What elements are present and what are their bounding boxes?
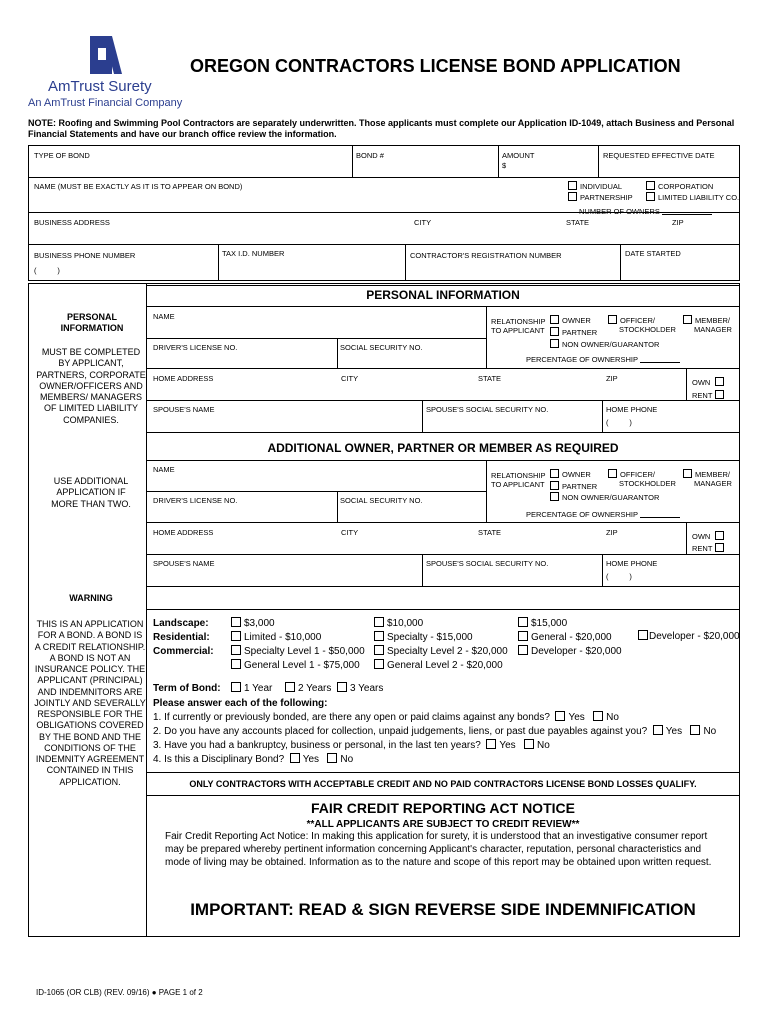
p1-state-label: STATE <box>478 374 502 383</box>
p2-rent-checkbox[interactable] <box>715 543 724 552</box>
question-3-text: 3. Have you had a bankruptcy, business or personal, in the last ten years? <box>153 740 481 751</box>
landscape-10000-checkbox[interactable] <box>374 617 384 627</box>
date-started-label: DATE STARTED <box>625 249 681 258</box>
p1-stockholder-label: STOCKHOLDER <box>619 325 676 334</box>
p1-member-option[interactable]: MEMBER/ <box>683 315 730 325</box>
p2-spouse-label: SPOUSE'S NAME <box>153 559 215 568</box>
p1-officer-checkbox[interactable] <box>608 315 617 324</box>
q4-no-checkbox[interactable] <box>327 753 337 763</box>
p2-spouse-ssn-label: SPOUSE'S SOCIAL SECURITY NO. <box>426 559 549 568</box>
question-2 <box>153 725 716 738</box>
question-4 <box>153 753 353 766</box>
p2-relationship-label: RELATIONSHIP <box>491 471 546 480</box>
p2-non-owner-checkbox[interactable] <box>550 492 559 501</box>
p2-name-label: NAME <box>153 465 175 474</box>
p2-own-checkbox[interactable] <box>715 531 724 540</box>
qualify-notice: ONLY CONTRACTORS WITH ACCEPTABLE CREDIT AND NO PAID CONTRACTORS LICENSE BOND LOSSES QUALIFY. <box>189 779 697 789</box>
p1-rent-option[interactable]: RENT <box>692 390 727 400</box>
p2-home-phone-field[interactable]: ( ) <box>606 572 632 581</box>
commercial-label: Commercial: <box>153 646 214 657</box>
landscape-3000-option[interactable]: $3,000 <box>231 617 275 630</box>
p2-dl-label: DRIVER'S LICENSE NO. <box>153 496 238 505</box>
number-of-owners-field[interactable] <box>662 214 712 215</box>
residential-specialty-checkbox[interactable] <box>374 631 384 641</box>
p1-partner-option[interactable]: PARTNER <box>550 327 597 337</box>
p2-ssn-label: SOCIAL SECURITY NO. <box>340 496 423 505</box>
business-phone-label: BUSINESS PHONE NUMBER <box>34 251 136 260</box>
p2-officer-checkbox[interactable] <box>608 469 617 478</box>
residential-label: Residential: <box>153 632 210 643</box>
p1-percentage-field[interactable] <box>640 362 680 363</box>
page-title: OREGON CONTRACTORS LICENSE BOND APPLICATION <box>190 56 681 76</box>
commercial-general1-option[interactable]: General Level 1 - $75,000 <box>231 659 360 672</box>
business-state-label: STATE <box>566 218 590 227</box>
amtrust-logo <box>84 34 124 76</box>
p1-home-address-label: HOME ADDRESS <box>153 374 214 383</box>
term-1-year-option[interactable]: 1 Year <box>231 682 272 695</box>
p2-home-phone-label: HOME PHONE <box>606 559 658 568</box>
q2-no-checkbox[interactable] <box>690 725 700 735</box>
landscape-3000-checkbox[interactable] <box>231 617 241 627</box>
commercial-developer-checkbox[interactable] <box>518 645 528 655</box>
type-of-bond-label: TYPE OF BOND <box>34 151 90 160</box>
effective-date-field[interactable] <box>600 160 738 176</box>
p1-partner-checkbox[interactable] <box>550 327 559 336</box>
q3-yes-option[interactable]: Yes <box>486 740 515 751</box>
p1-manager-label: MANAGER <box>694 325 732 334</box>
p2-percentage-label: PERCENTAGE OF OWNERSHIP <box>526 510 638 519</box>
partnership-checkbox[interactable] <box>568 192 577 201</box>
tax-id-label: TAX I.D. NUMBER <box>222 249 285 258</box>
residential-general-option[interactable]: General - $20,000 <box>518 631 612 644</box>
question-1 <box>153 711 619 724</box>
bond-number-label: BOND # <box>356 151 384 160</box>
p2-state-label: STATE <box>478 528 502 537</box>
p1-zip-label: ZIP <box>606 374 618 383</box>
bond-number-field[interactable] <box>354 160 496 176</box>
p1-non-owner-option[interactable]: NON OWNER/GUARANTOR <box>550 339 659 349</box>
p1-home-phone-field[interactable]: ( ) <box>606 418 632 427</box>
questions-heading: Please answer each of the following: <box>153 698 328 709</box>
business-address-label: BUSINESS ADDRESS <box>34 218 110 227</box>
p1-relationship-label: RELATIONSHIP <box>491 317 546 326</box>
p2-own-option[interactable]: OWN <box>692 531 727 541</box>
p1-owner-option[interactable]: OWNER <box>550 315 591 325</box>
personal-info-header: PERSONAL INFORMATION <box>366 288 520 302</box>
residential-developer-option[interactable]: Developer - $20,000 <box>638 630 740 643</box>
commercial-specialty1-checkbox[interactable] <box>231 645 241 655</box>
commercial-specialty2-option[interactable]: Specialty Level 2 - $20,000 <box>374 645 508 658</box>
sidebar-pi-title: PERSONAL INFORMATION <box>60 312 124 334</box>
term-1-year-checkbox[interactable] <box>231 682 241 692</box>
q4-yes-option[interactable]: Yes <box>290 754 319 765</box>
landscape-15000-option[interactable]: $15,000 <box>518 617 567 630</box>
note-text: NOTE: Roofing and Swimming Pool Contractors are separately underwritten. Those applicants must complete our Application ID-1049, attach Business and Personal Financial Statements and have our branch office review the information. <box>28 118 735 140</box>
term-3-years-option[interactable]: 3 Years <box>337 682 383 695</box>
p1-name-label: NAME <box>153 312 175 321</box>
p2-owner-option[interactable]: OWNER <box>550 469 591 479</box>
sidebar-pi-use: USE ADDITIONAL APPLICATION IF MORE THAN TWO. <box>51 476 131 509</box>
corporation-option[interactable]: CORPORATION <box>646 181 713 191</box>
bond-name-field[interactable] <box>30 192 560 210</box>
business-zip-label: ZIP <box>672 218 684 227</box>
additional-owner-header: ADDITIONAL OWNER, PARTNER OR MEMBER AS REQUIRED <box>267 441 619 455</box>
amtrust-logo-icon <box>84 34 124 76</box>
fcra-subtitle: **ALL APPLICANTS ARE SUBJECT TO CREDIT REVIEW** <box>306 819 580 830</box>
q3-no-option[interactable]: No <box>524 740 550 751</box>
p2-manager-label: MANAGER <box>694 479 732 488</box>
sidebar-pi-body: MUST BE COMPLETED BY APPLICANT, PARTNERS, CORPORATE OWNER/OFFICERS AND MEMBERS/ MANAGERS OF LIMITED LIABILITY COMPANIES. <box>36 347 146 425</box>
commercial-general1-checkbox[interactable] <box>231 659 241 669</box>
q3-yes-checkbox[interactable] <box>486 739 496 749</box>
p1-member-checkbox[interactable] <box>683 315 692 324</box>
sidebar-warning-title: WARNING <box>69 593 113 603</box>
p2-member-checkbox[interactable] <box>683 469 692 478</box>
p1-rent-checkbox[interactable] <box>715 390 724 399</box>
llc-option[interactable]: LIMITED LIABILITY CO. <box>646 192 739 202</box>
individual-checkbox[interactable] <box>568 181 577 190</box>
p2-officer-option[interactable]: OFFICER/ <box>608 469 655 479</box>
q2-yes-checkbox[interactable] <box>653 725 663 735</box>
term-2-years-checkbox[interactable] <box>285 682 295 692</box>
commercial-developer-option[interactable]: Developer - $20,000 <box>518 645 622 658</box>
business-address-field[interactable] <box>30 228 738 242</box>
p2-zip-label: ZIP <box>606 528 618 537</box>
q1-yes-option[interactable]: Yes <box>555 712 584 723</box>
q1-yes-checkbox[interactable] <box>555 711 565 721</box>
logo-name: AmTrust Surety <box>48 78 152 95</box>
p2-stockholder-label: STOCKHOLDER <box>619 479 676 488</box>
p1-own-checkbox[interactable] <box>715 377 724 386</box>
footer-form-id: ID-1065 (OR CLB) (REV. 09/16) ● PAGE 1 of 2 <box>36 988 203 997</box>
logo-subtitle: An AmTrust Financial Company <box>28 97 183 109</box>
p1-name-field[interactable] <box>150 322 484 336</box>
individual-option[interactable]: INDIVIDUAL <box>568 181 622 191</box>
p1-officer-option[interactable]: OFFICER/ <box>608 315 655 325</box>
p2-non-owner-option[interactable]: NON OWNER/GUARANTOR <box>550 492 659 502</box>
p2-partner-option[interactable]: PARTNER <box>550 481 597 491</box>
sidebar-warning-body: THIS IS AN APPLICATION FOR A BOND. A BOND IS A CREDIT RELATIONSHIP. A BOND IS NOT AN INSURANCE POLICY. THE APPLICANT (PRINCIPAL) AND INDEMNITORS ARE JOINTLY AND SEVERALLY RESPONSIBLE FOR THE OBLIGATIONS COVERED BY THE BOND AND THE CONDITIONS OF THE INDEMNITY AGREEMENT CONTAINED IN THIS APPLICATION. <box>34 619 146 787</box>
q2-no-option[interactable]: No <box>690 726 716 737</box>
question-1-text: 1. If currently or previously bonded, are there any open or paid claims against any bonds? <box>153 712 550 723</box>
amount-dollar: $ <box>502 161 507 170</box>
number-of-owners-label: NUMBER OF OWNERS <box>579 207 660 216</box>
amount-field[interactable] <box>510 160 596 176</box>
residential-limited-option[interactable]: Limited - $10,000 <box>231 631 321 644</box>
landscape-15000-checkbox[interactable] <box>518 617 528 627</box>
landscape-label: Landscape: <box>153 618 209 629</box>
term-of-bond-label: Term of Bond: <box>153 683 221 694</box>
term-3-years-checkbox[interactable] <box>337 682 347 692</box>
fcra-body: Fair Credit Reporting Act Notice: In making this application for surety, it is understood that an investigative consumer report may be prepared whereby pertinent information concerning Applicant's character, reputation, personal characteristics and mode of living may be obtained. Information as to the nature and scope of this report may be obtained upon written request. <box>165 831 712 868</box>
p1-spouse-label: SPOUSE'S NAME <box>153 405 215 414</box>
q1-no-checkbox[interactable] <box>593 711 603 721</box>
p2-to-applicant-label: TO APPLICANT <box>491 480 545 489</box>
p2-name-field[interactable] <box>150 475 484 489</box>
business-city-label: CITY <box>414 218 432 227</box>
p1-city-label: CITY <box>341 374 359 383</box>
p1-ssn-label: SOCIAL SECURITY NO. <box>340 343 423 352</box>
term-2-years-option[interactable]: 2 Years <box>285 682 331 695</box>
effective-date-label: REQUESTED EFFECTIVE DATE <box>603 151 715 160</box>
type-of-bond-field[interactable] <box>30 160 350 176</box>
p1-dl-label: DRIVER'S LICENSE NO. <box>153 343 238 352</box>
p2-partner-checkbox[interactable] <box>550 481 559 490</box>
p1-non-owner-checkbox[interactable] <box>550 339 559 348</box>
important-notice: IMPORTANT: READ & SIGN REVERSE SIDE INDEMNIFICATION <box>190 900 696 919</box>
p1-percentage-label: PERCENTAGE OF OWNERSHIP <box>526 355 638 364</box>
p1-to-applicant-label: TO APPLICANT <box>491 326 545 335</box>
question-2-text: 2. Do you have any accounts placed for collection, unpaid judgements, liens, or past due payables against you? <box>153 726 648 737</box>
q2-yes-option[interactable]: Yes <box>653 726 682 737</box>
bond-name-label: NAME (MUST BE EXACTLY AS IT IS TO APPEAR ON BOND) <box>34 182 243 191</box>
commercial-general2-checkbox[interactable] <box>374 659 384 669</box>
commercial-general2-option[interactable]: General Level 2 - $20,000 <box>374 659 503 672</box>
residential-general-checkbox[interactable] <box>518 631 528 641</box>
q4-yes-checkbox[interactable] <box>290 753 300 763</box>
p2-member-option[interactable]: MEMBER/ <box>683 469 730 479</box>
p2-rent-option[interactable]: RENT <box>692 543 727 553</box>
q1-no-option[interactable]: No <box>593 712 619 723</box>
amount-label: AMOUNT <box>502 151 535 160</box>
ccb-number-label: CONTRACTOR'S REGISTRATION NUMBER <box>410 251 562 260</box>
commercial-specialty2-checkbox[interactable] <box>374 645 384 655</box>
corporation-checkbox[interactable] <box>646 181 655 190</box>
p2-home-address-label: HOME ADDRESS <box>153 528 214 537</box>
residential-developer-checkbox[interactable] <box>638 630 648 640</box>
q4-no-option[interactable]: No <box>327 754 353 765</box>
question-4-text: 4. Is this a Disciplinary Bond? <box>153 754 285 765</box>
partnership-option[interactable]: PARTNERSHIP <box>568 192 633 202</box>
p2-percentage-field[interactable] <box>640 517 680 518</box>
p1-spouse-ssn-label: SPOUSE'S SOCIAL SECURITY NO. <box>426 405 549 414</box>
fcra-title: FAIR CREDIT REPORTING ACT NOTICE <box>311 800 575 816</box>
p1-home-phone-label: HOME PHONE <box>606 405 658 414</box>
p2-owner-checkbox[interactable] <box>550 469 559 478</box>
residential-specialty-option[interactable]: Specialty - $15,000 <box>374 631 473 644</box>
q3-no-checkbox[interactable] <box>524 739 534 749</box>
landscape-10000-option[interactable]: $10,000 <box>374 617 423 630</box>
p1-own-option[interactable]: OWN <box>692 377 727 387</box>
commercial-specialty1-option[interactable]: Specialty Level 1 - $50,000 <box>231 645 365 658</box>
residential-limited-checkbox[interactable] <box>231 631 241 641</box>
p2-city-label: CITY <box>341 528 359 537</box>
business-phone-field[interactable]: ( ) <box>34 266 60 275</box>
llc-checkbox[interactable] <box>646 192 655 201</box>
p1-owner-checkbox[interactable] <box>550 315 559 324</box>
question-3 <box>153 739 550 752</box>
